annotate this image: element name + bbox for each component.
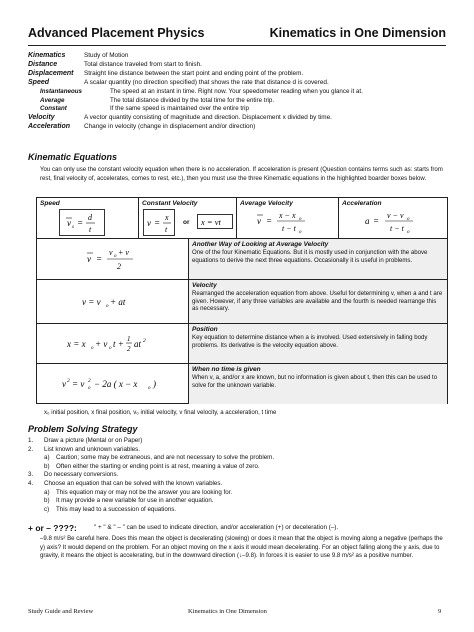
equation-row-no-time — [37, 363, 447, 404]
svg-text:2: 2 — [66, 378, 70, 384]
svg-text:): ) — [152, 379, 156, 389]
svg-text:o: o — [147, 386, 150, 391]
constant-velocity-formula-1 — [143, 209, 175, 236]
kinematic-intro: You can only use the constant velocity equation when there is no acceleration. If acceleration is present (Question contains terms such as: starts from rest, final velocity of, accelerates, comes to rest, etc.), then you must use the three Kinematic equations in the highlighted boarder boxes below. — [40, 166, 443, 182]
speed-formula — [59, 209, 105, 236]
speed-type-constant — [28, 104, 448, 113]
svg-text:o: o — [90, 346, 93, 351]
strategy-heading: Problem Solving Strategy — [28, 424, 138, 434]
svg-text:= v: = v — [71, 379, 84, 389]
item-text: Often either the starting or ending point is at rest, meaning a value of zero. — [56, 462, 260, 470]
constant-velocity-equation-graphic — [145, 212, 173, 234]
svg-text:t +: t + — [112, 339, 124, 349]
svg-text:t − t: t − t — [390, 224, 404, 233]
speed-type-term: Instantaneous — [40, 88, 82, 95]
list-item — [28, 446, 448, 455]
definition-acceleration — [28, 122, 448, 131]
svg-text:=: = — [154, 217, 161, 228]
svg-text:s: s — [72, 224, 74, 230]
svg-text:d: d — [88, 212, 92, 222]
svg-text:− 2a ( x − x: − 2a ( x − x — [93, 379, 137, 389]
average-velocity-kinematic-formula — [37, 239, 189, 280]
constant-velocity-label: Constant Velocity — [142, 200, 198, 207]
acceleration-label: Acceleration — [342, 200, 382, 207]
definition-text: Change in velocity (change in displacement and/or direction) — [84, 122, 256, 130]
speed-type-term: Average — [40, 96, 65, 104]
definition-text: Total distance traveled from start to finish. — [84, 61, 202, 68]
plus-minus-title: + or – ????: — [28, 523, 77, 533]
average-velocity-kinematic-graphic — [83, 245, 143, 275]
no-time-explanation — [189, 364, 447, 404]
plus-minus-text: " + " & " – " can be used to indicate direction, and/or acceleration (+) or deceleration (–). — [94, 524, 339, 531]
svg-text:v: v — [61, 379, 66, 389]
item-text: Draw a picture (Mental or on Paper) — [44, 437, 143, 444]
speed-type-text: The speed at an instant in time. Right now. Your speedometer reading when you glance it at. — [110, 88, 363, 95]
speed-type-average — [28, 96, 448, 105]
svg-text:o: o — [105, 304, 108, 309]
definition-term: Acceleration — [28, 122, 71, 130]
svg-text:=: = — [373, 216, 380, 226]
position-equation-graphic — [63, 331, 163, 357]
svg-text:=: = — [95, 253, 102, 264]
list-item — [28, 463, 448, 472]
position-formula — [37, 324, 189, 364]
svg-text:v − v: v − v — [387, 211, 404, 220]
footer-center: Kinematics in One Dimension — [188, 608, 267, 615]
list-item — [28, 454, 448, 463]
svg-text:v = v: v = v — [81, 297, 101, 307]
svg-text:t: t — [89, 224, 92, 234]
page-header — [28, 26, 446, 44]
svg-text:v: v — [147, 217, 151, 228]
svg-text:x: x — [165, 212, 169, 222]
item-number: b) — [44, 462, 50, 470]
definition-text: Study of Motion — [84, 52, 129, 59]
svg-text:o: o — [108, 346, 111, 351]
speed-label: Speed — [40, 200, 60, 207]
svg-text:o: o — [113, 253, 116, 259]
definition-term: Velocity — [28, 113, 55, 121]
definition-displacement — [28, 69, 448, 78]
acceleration-equation-graphic — [363, 209, 427, 235]
definitions-list — [28, 51, 448, 131]
svg-text:x = vt: x = vt — [201, 216, 221, 227]
svg-text:2: 2 — [116, 261, 121, 271]
svg-text:o: o — [407, 217, 410, 222]
list-item — [28, 471, 448, 480]
row-heading: Velocity — [192, 282, 217, 289]
svg-text:v: v — [67, 217, 71, 228]
row-text: One of the four Kinematic Equations. But it is mostly used in conjunction with the above equations to derive the next three equations. Occasionally it is useful in problems. — [192, 248, 428, 264]
page-number: 9 — [438, 608, 442, 615]
definition-text: A scalar quantity (no direction specified) that shows the rate that distance d is covered. — [84, 79, 329, 86]
speed-type-instantaneous — [28, 87, 448, 96]
header-rule — [28, 45, 446, 46]
svg-text:t − t: t − t — [282, 224, 296, 233]
constant-velocity-formula-2 — [197, 214, 233, 229]
average-velocity-cell — [237, 198, 339, 238]
item-text: Caution; some may be extraneous, and are not necessary to solve the problem. — [56, 454, 275, 462]
definition-velocity — [28, 113, 448, 122]
svg-text:o: o — [407, 230, 410, 235]
constant-velocity-cell — [139, 198, 237, 238]
speed-cell — [37, 198, 139, 238]
list-item — [28, 480, 448, 489]
definition-term: Distance — [28, 61, 58, 68]
svg-text:v: v — [108, 247, 113, 257]
item-text: This equation may or may not be the answer you are looking for. — [56, 488, 233, 496]
item-text: Choose an equation that can be solved with the known variables. — [44, 479, 223, 487]
kinematic-equations-heading: Kinematic Equations — [28, 152, 118, 162]
average-velocity-label: Average Velocity — [240, 200, 293, 207]
svg-text:2: 2 — [126, 345, 130, 353]
list-item — [28, 497, 448, 506]
item-text: It may provide a new variable for use in another equation. — [56, 497, 214, 505]
definition-text: Straight line distance between the start point and ending point of the problem. — [84, 70, 304, 77]
item-number: c) — [44, 505, 50, 513]
svg-text:x − x: x − x — [279, 211, 296, 220]
definition-term: Speed — [28, 79, 50, 86]
list-item — [28, 437, 448, 446]
svg-text:o: o — [299, 217, 302, 222]
svg-text:2: 2 — [87, 378, 91, 384]
or-label: or — [183, 219, 190, 226]
course-title: Advanced Placement Physics — [28, 26, 205, 40]
svg-text:=: = — [77, 217, 84, 228]
svg-text:x = x: x = x — [66, 339, 86, 349]
acceleration-cell — [339, 198, 447, 238]
svg-text:=: = — [266, 216, 273, 226]
item-number: a) — [44, 454, 50, 462]
equation-row-average — [37, 238, 447, 280]
velocity-formula — [37, 280, 189, 324]
row-text: Key equation to determine distance when a is involved. Used extensively in falling body problems. Its derivative is the velocity equation above. — [192, 333, 428, 349]
item-number: 4. — [28, 479, 34, 487]
equation-row-position — [37, 323, 447, 364]
average-velocity-explanation — [189, 239, 447, 280]
svg-text:t: t — [165, 224, 168, 234]
list-item — [28, 506, 448, 515]
velocity-equation-graphic — [78, 295, 148, 309]
definition-text: A vector quantity consisting of magnitude and direction. Displacement x divided by time. — [84, 113, 332, 121]
position-explanation — [189, 324, 447, 364]
item-number: b) — [44, 497, 50, 505]
list-item — [28, 489, 448, 498]
row-heading: When no time is given — [192, 366, 261, 373]
item-text: This may lead to a succession of equations. — [56, 505, 177, 513]
strategy-list — [28, 437, 448, 514]
speed-type-text: If the same speed is maintained over the entire trip — [110, 105, 249, 112]
variable-legend: x₀ initial position, x final position, v₀ initial velocity, v final velocity, a acceleration, t time — [44, 409, 277, 416]
speed-equation-graphic — [62, 212, 102, 234]
item-number: 3. — [28, 471, 34, 479]
svg-text:at: at — [133, 339, 141, 349]
speed-type-term: Constant — [40, 105, 67, 112]
constant-velocity-equation-graphic-2 — [199, 216, 231, 228]
svg-text:2: 2 — [142, 338, 146, 344]
svg-text:v: v — [86, 253, 91, 264]
svg-text:o: o — [299, 230, 302, 235]
footer-left: Study Guide and Review — [28, 608, 94, 615]
item-number: a) — [44, 488, 50, 496]
item-text: Do necessary conversions. — [44, 471, 119, 479]
svg-text:a: a — [365, 216, 370, 226]
no-time-equation-graphic — [58, 376, 168, 392]
svg-text:+ v: + v — [117, 247, 129, 257]
definition-distance — [28, 60, 448, 69]
item-number: 2. — [28, 445, 34, 453]
item-number: 1. — [28, 437, 34, 444]
svg-text:o: o — [87, 386, 90, 391]
chapter-title: Kinematics in One Dimension — [269, 26, 446, 40]
svg-text:v: v — [257, 216, 261, 226]
row-text: Rearranged the acceleration equation from above. Useful for determining v, when a and t are given. However, if any three variables are available and the fourth is needed rearrange this as necessary. — [192, 289, 443, 313]
gravity-caution-paragraph: –9.8 m/s² Be careful here. Does this mean the object is decelerating (slowing) or does it mean that the object is moving along a negative (perhaps the y) axis? It would depend on the problem. For an object moving on the x axis it would mean decelerating. For an object falling along the y axis, due to gravity, it means the object is accelerating, but in the downward direction (↓–9.8). In forces it is easier to use 9.8 m/s² as a positive number. — [40, 535, 443, 560]
item-text: List known and unknown variables. — [44, 445, 140, 453]
speed-type-text: The total distance divided by the total time for the entire trip. — [110, 96, 275, 104]
row-heading: Another Way of Looking at Average Velocity — [192, 241, 329, 248]
equation-table — [36, 197, 448, 404]
row-text: When v, a, and/or x are known, but no information is given about t, then this can be used to solve for the unknown variable. — [192, 373, 438, 389]
no-time-formula — [37, 364, 189, 404]
equation-row-velocity — [37, 279, 447, 324]
definition-speed — [28, 78, 448, 87]
svg-text:+ at: + at — [109, 297, 125, 307]
svg-text:1: 1 — [126, 335, 130, 343]
average-velocity-equation-graphic — [255, 209, 321, 235]
row-heading: Position — [192, 326, 218, 333]
velocity-explanation — [189, 280, 447, 324]
definition-term: Kinematics — [28, 52, 66, 59]
definition-kinematics — [28, 51, 448, 60]
svg-text:+ v: + v — [94, 339, 107, 349]
definition-term: Displacement — [28, 70, 74, 77]
